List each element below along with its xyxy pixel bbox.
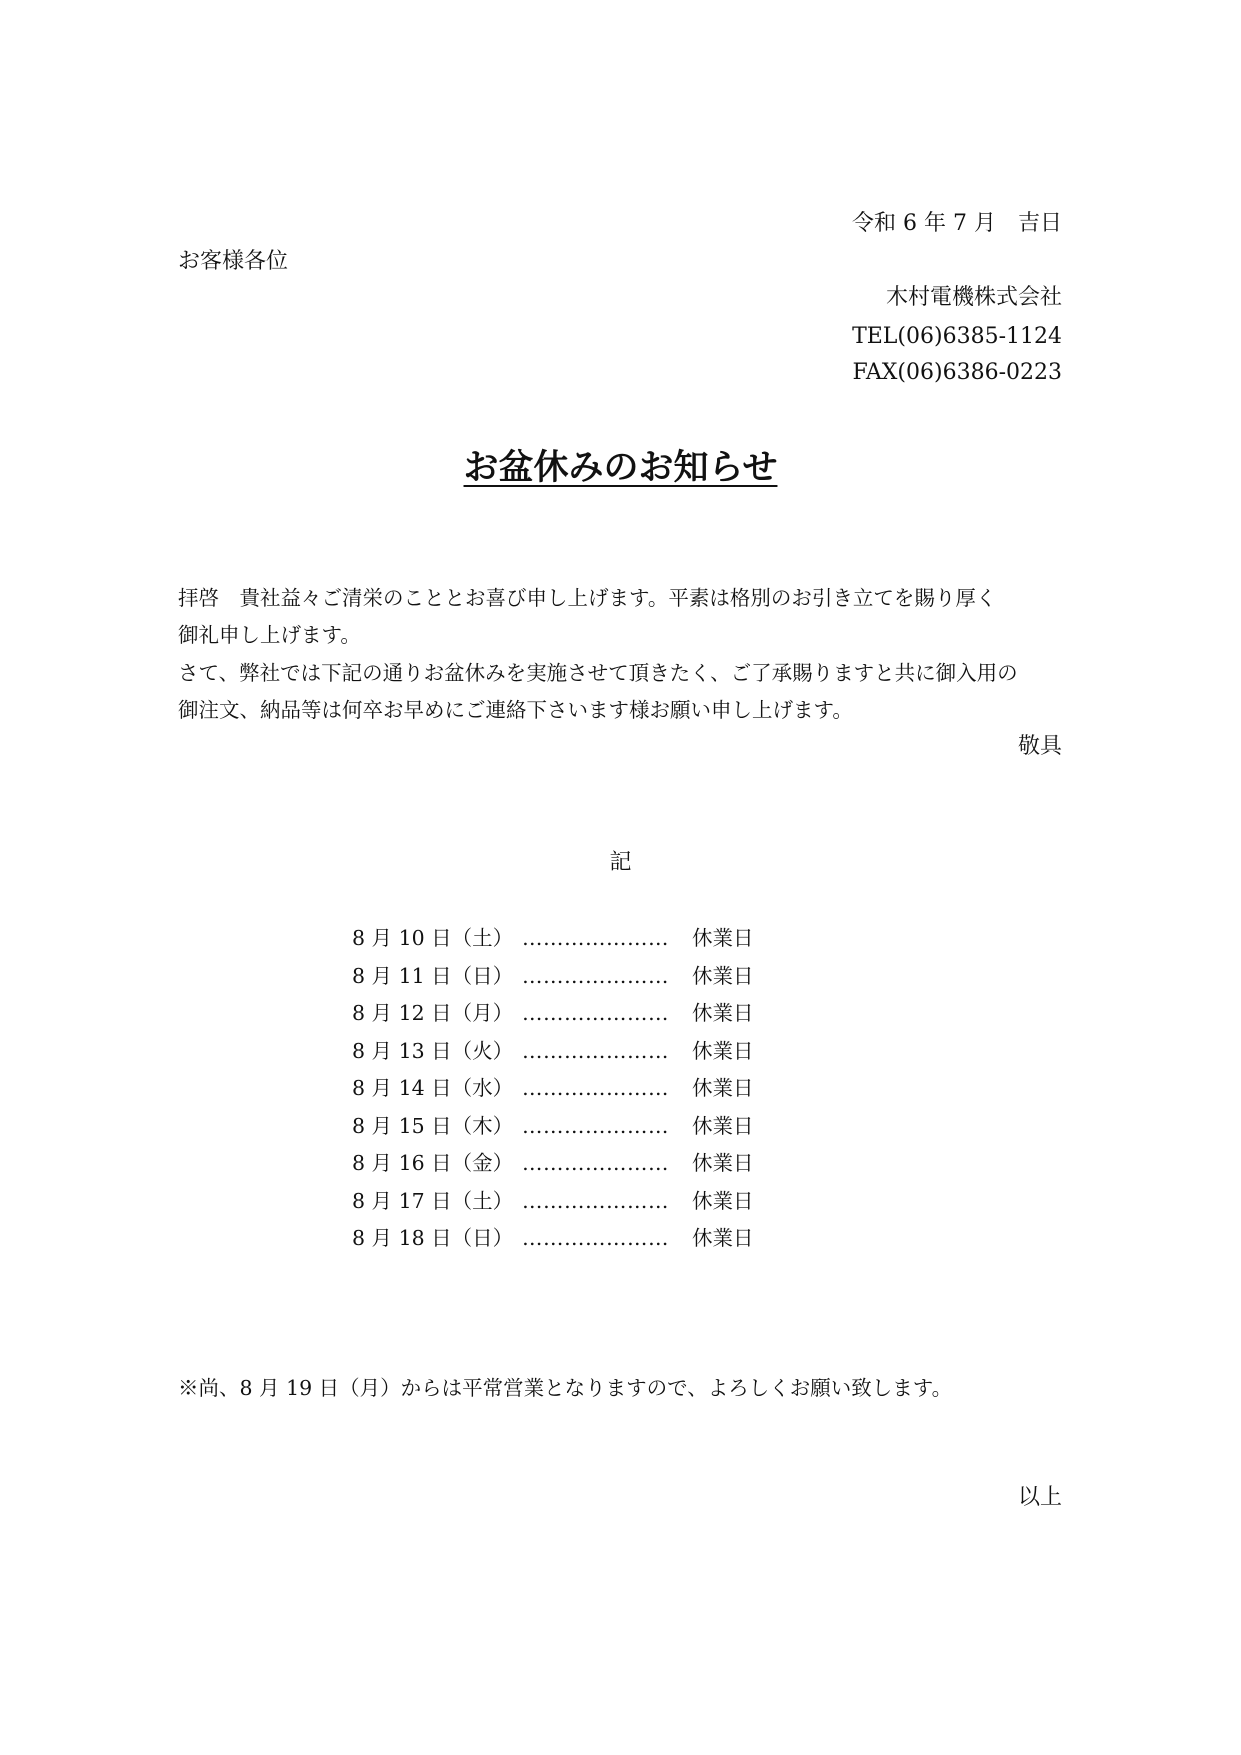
schedule-date: 8 月 10 日（土）: [352, 926, 514, 950]
schedule-status: 休業日: [692, 1226, 754, 1250]
schedule-leader-dots: …………………: [522, 1113, 669, 1138]
schedule-row: [352, 1036, 754, 1074]
document-title-text: お盆休みのお知らせ: [463, 448, 778, 488]
body-line-2: 御礼申し上げます。: [178, 623, 361, 647]
schedule-leader-dots: …………………: [522, 1188, 669, 1213]
closing-ijou: 以上: [1017, 1485, 1062, 1510]
schedule-row: [352, 998, 754, 1036]
schedule-row: [352, 961, 754, 999]
schedule-status: 休業日: [692, 1001, 754, 1025]
holiday-schedule: [352, 923, 754, 1261]
schedule-leader-dots: …………………: [522, 963, 669, 988]
schedule-row: [352, 1186, 754, 1224]
body-line-3: さて、弊社では下記の通りお盆休みを実施させて頂きたく、ご了承賜りますと共に御入用の: [178, 661, 1018, 685]
schedule-row: [352, 1148, 754, 1186]
schedule-row: [352, 1073, 754, 1111]
schedule-status: 休業日: [692, 1038, 754, 1063]
resume-note: ※尚、8 月 19 日（月）からは平常営業となりますので、よろしくお願い致します。: [178, 1376, 953, 1400]
schedule-status: 休業日: [692, 963, 754, 988]
schedule-status: 休業日: [692, 1113, 754, 1138]
company-tel: TEL(06)6385-1124: [852, 324, 1062, 349]
schedule-status: 休業日: [692, 1076, 754, 1100]
company-fax: FAX(06)6386-0223: [852, 360, 1062, 385]
schedule-status: 休業日: [692, 1151, 754, 1175]
schedule-status: 休業日: [692, 926, 754, 950]
schedule-date: 8 月 15 日（木）: [352, 1113, 514, 1138]
schedule-date: 8 月 12 日（月）: [352, 1001, 514, 1025]
schedule-leader-dots: …………………: [522, 1076, 669, 1100]
schedule-leader-dots: …………………: [522, 1151, 669, 1175]
schedule-leader-dots: …………………: [522, 1038, 669, 1063]
body-line-1: 拝啓 貴社益々ご清栄のこととお喜び申し上げます。平素は格別のお引き立てを賜り厚く: [178, 586, 997, 610]
schedule-status: 休業日: [692, 1188, 754, 1213]
closing-keigu: 敬具: [1017, 734, 1062, 759]
schedule-date: 8 月 11 日（日）: [352, 963, 514, 988]
schedule-date: 8 月 18 日（日）: [352, 1226, 514, 1250]
schedule-date: 8 月 14 日（水）: [352, 1076, 514, 1100]
issue-date: 令和 6 年 7 月 吉日: [852, 211, 1062, 236]
schedule-date: 8 月 16 日（金）: [352, 1151, 514, 1175]
schedule-leader-dots: …………………: [522, 1001, 669, 1025]
schedule-leader-dots: …………………: [522, 1226, 669, 1250]
schedule-row: [352, 923, 754, 961]
schedule-row: [352, 1223, 754, 1261]
body-line-4: 御注文、納品等は何卒お早めにご連絡下さいます様お願い申し上げます。: [178, 698, 853, 722]
schedule-date: 8 月 17 日（土）: [352, 1188, 514, 1213]
document-title: [0, 444, 1241, 492]
company-name: 木村電機株式会社: [885, 285, 1062, 310]
recipient: お客様各位: [178, 249, 289, 274]
schedule-leader-dots: …………………: [522, 926, 669, 950]
ki-heading: 記: [609, 850, 632, 875]
schedule-row: [352, 1111, 754, 1149]
schedule-date: 8 月 13 日（火）: [352, 1038, 514, 1063]
